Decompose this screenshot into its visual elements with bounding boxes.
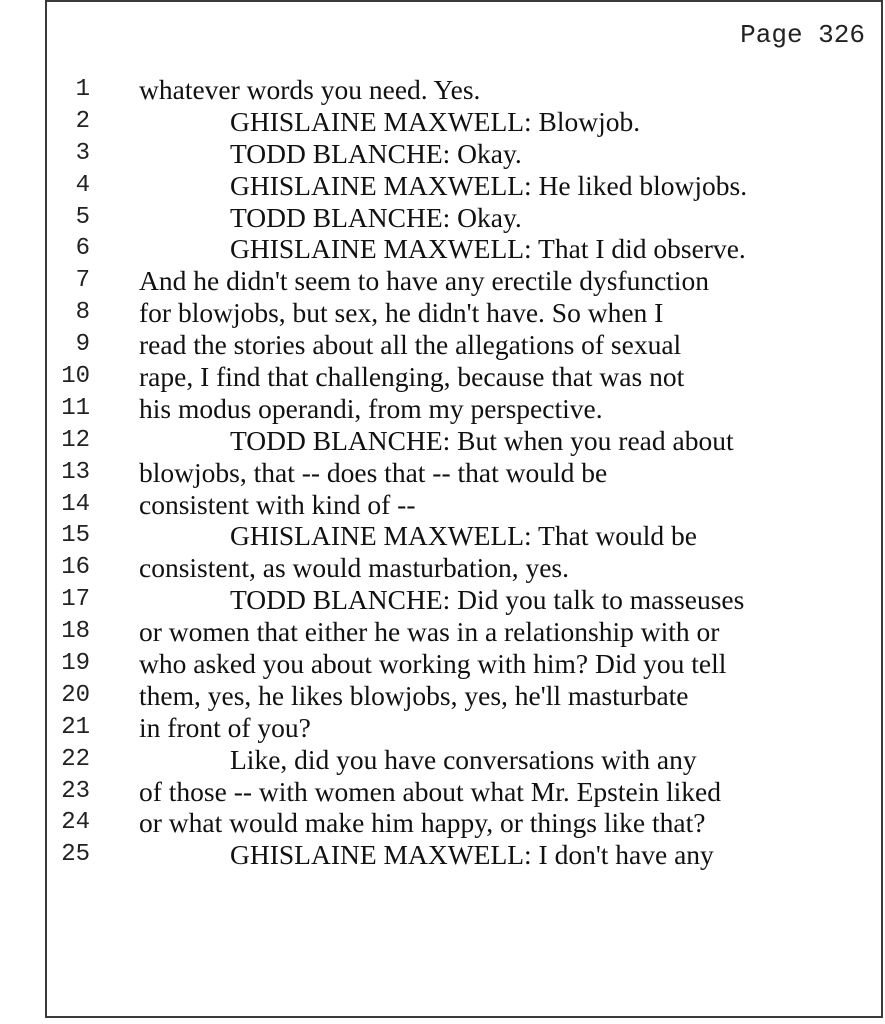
transcript-line [0, 457, 885, 489]
line-number: 7 [75, 267, 90, 295]
line-number: 24 [61, 809, 90, 837]
transcript-line [0, 393, 885, 425]
transcript-line [0, 744, 885, 776]
line-text: GHISLAINE MAXWELL: Blowjob. [230, 105, 641, 137]
transcript-lines [0, 74, 885, 871]
line-number: 4 [75, 171, 90, 199]
line-number: 10 [61, 363, 90, 391]
line-number: 6 [75, 235, 90, 263]
line-number: 17 [61, 586, 90, 614]
line-text: And he didn't seem to have any erectile dysfunction [139, 265, 710, 297]
line-text: them, yes, he likes blowjobs, yes, he'll masturbate [139, 679, 689, 711]
line-text: or what would make him happy, or things like that? [139, 807, 706, 839]
line-number: 22 [61, 745, 90, 773]
transcript-line [0, 74, 885, 106]
line-text: TODD BLANCHE: Did you talk to masseuses [230, 584, 745, 616]
line-text: TODD BLANCHE: Okay. [230, 137, 522, 169]
line-number: 15 [61, 522, 90, 550]
line-text: his modus operandi, from my perspective. [139, 392, 603, 424]
transcript-line [0, 776, 885, 808]
page-number: Page 326 [740, 20, 865, 50]
transcript-line [0, 170, 885, 202]
transcript-line [0, 106, 885, 138]
transcript-line [0, 807, 885, 839]
line-text: TODD BLANCHE: But when you read about [230, 424, 734, 456]
line-number: 16 [61, 554, 90, 582]
transcript-line [0, 265, 885, 297]
line-text: of those -- with women about what Mr. Epstein liked [139, 775, 721, 807]
transcript-line [0, 202, 885, 234]
line-text: Like, did you have conversations with any [230, 743, 697, 775]
transcript-line [0, 329, 885, 361]
transcript-line [0, 552, 885, 584]
line-text: GHISLAINE MAXWELL: That would be [230, 520, 697, 552]
line-text: read the stories about all the allegations of sexual [139, 329, 682, 361]
line-number: 25 [61, 841, 90, 869]
transcript-line [0, 425, 885, 457]
line-text: for blowjobs, but sex, he didn't have. So when I [139, 297, 664, 329]
line-text: or women that either he was in a relationship with or [139, 616, 720, 648]
transcript-line [0, 648, 885, 680]
line-number: 3 [75, 139, 90, 167]
line-number: 11 [61, 394, 90, 422]
transcript-line [0, 712, 885, 744]
transcript-line [0, 584, 885, 616]
transcript-line [0, 297, 885, 329]
line-text: rape, I find that challenging, because that was not [139, 361, 685, 393]
line-number: 9 [75, 331, 90, 359]
transcript-line [0, 233, 885, 265]
line-number: 23 [61, 777, 90, 805]
line-text: GHISLAINE MAXWELL: I don't have any [230, 839, 714, 871]
line-text: who asked you about working with him? Did you tell [139, 648, 727, 680]
line-text: consistent with kind of -- [139, 488, 416, 520]
line-text: in front of you? [139, 711, 311, 743]
transcript-line [0, 839, 885, 871]
line-number: 14 [61, 490, 90, 518]
line-number: 2 [75, 107, 90, 135]
line-text: GHISLAINE MAXWELL: That I did observe. [230, 233, 746, 265]
line-text: GHISLAINE MAXWELL: He liked blowjobs. [230, 169, 748, 201]
line-number: 19 [61, 650, 90, 678]
line-number: 12 [61, 426, 90, 454]
line-number: 18 [61, 618, 90, 646]
transcript-line [0, 138, 885, 170]
transcript-line [0, 361, 885, 393]
line-number: 5 [75, 203, 90, 231]
line-text: TODD BLANCHE: Okay. [230, 201, 522, 233]
transcript-line [0, 520, 885, 552]
transcript-line [0, 489, 885, 521]
line-number: 1 [75, 76, 90, 103]
line-text: whatever words you need. Yes. [139, 74, 481, 105]
line-number: 13 [61, 458, 90, 486]
transcript-line [0, 616, 885, 648]
transcript-line [0, 680, 885, 712]
line-text: blowjobs, that -- does that -- that would be [139, 456, 608, 488]
line-number: 21 [61, 713, 90, 741]
line-number: 20 [61, 681, 90, 709]
line-number: 8 [75, 299, 90, 327]
line-text: consistent, as would masturbation, yes. [139, 552, 570, 584]
